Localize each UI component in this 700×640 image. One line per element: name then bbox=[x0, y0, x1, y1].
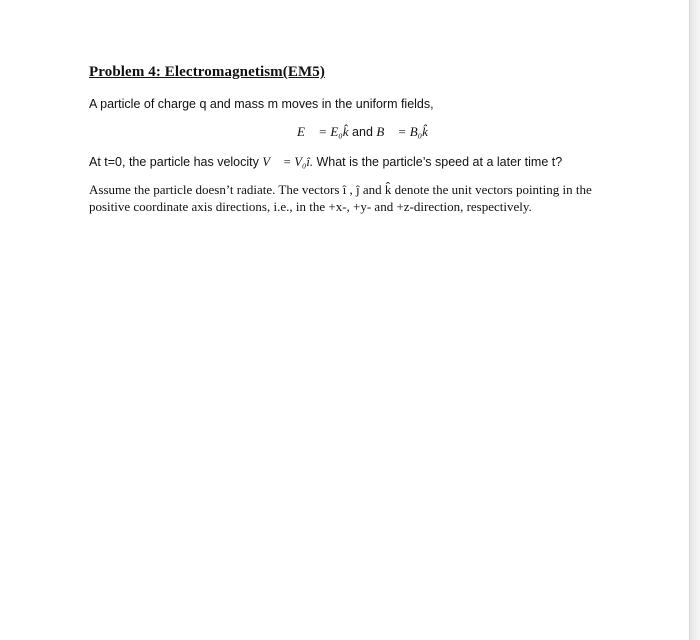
assumption-line-1: Assume the particle doesn’t radiate. The vectors î , ĵ and k̂ denote the unit vectors pointing in the bbox=[89, 182, 592, 197]
magnetic-field-equation: B⃗ = B₀k̂ bbox=[376, 124, 428, 139]
velocity-equation: V⃗ = V₀î. bbox=[262, 155, 313, 169]
assumption-line-2: positive coordinate axis directions, i.e., in the +x-, +y- and +z-direction, respectively. bbox=[89, 199, 532, 214]
fields-equation bbox=[297, 124, 428, 140]
page-edge-shadow bbox=[690, 0, 700, 640]
electric-field-equation: E⃗ = E₀k̂ bbox=[297, 124, 349, 139]
intro-paragraph: A particle of charge q and mass m moves in the uniform fields, bbox=[89, 97, 434, 111]
velocity-question: What is the particle’s speed at a later time t? bbox=[312, 155, 563, 169]
velocity-paragraph bbox=[89, 155, 562, 170]
equation-connector: and bbox=[348, 125, 377, 139]
problem-title: Problem 4: Electromagnetism(EM5) bbox=[89, 64, 325, 80]
velocity-text-before: At t=0, the particle has velocity bbox=[89, 155, 263, 169]
